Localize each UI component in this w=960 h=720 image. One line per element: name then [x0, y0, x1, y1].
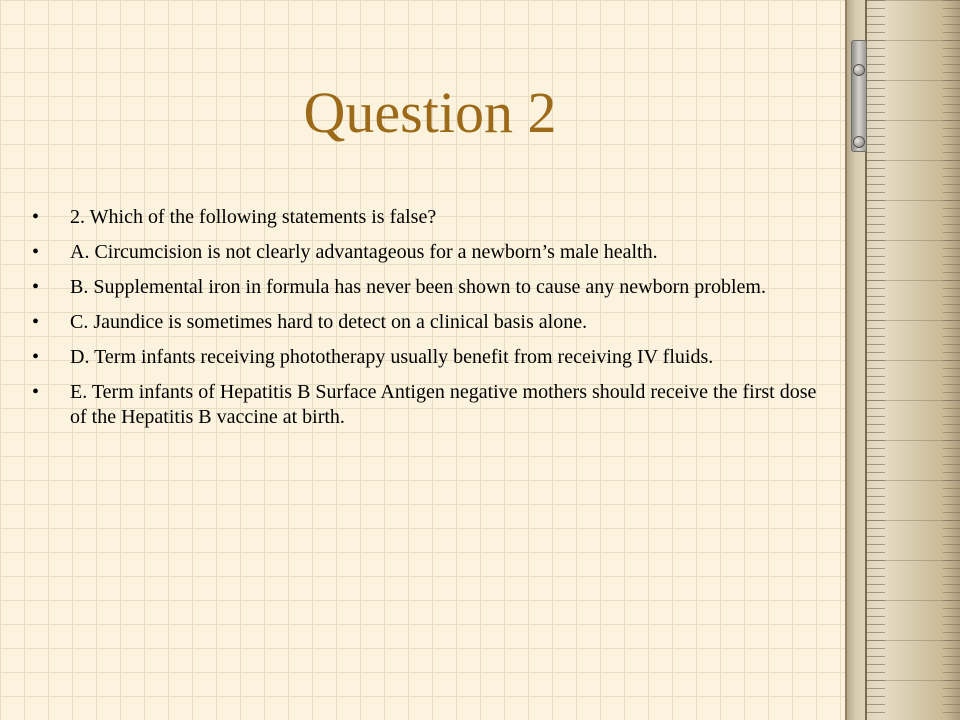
- bullet-text: B. Supplemental iron in formula has never been shown to cause any newborn problem.: [70, 276, 766, 298]
- bullet-icon: •: [32, 381, 40, 403]
- bullet-icon: •: [32, 206, 40, 228]
- bullet-item-option-c: [30, 310, 830, 335]
- bullet-text: A. Circumcision is not clearly advantageous for a newborn’s male health.: [70, 241, 658, 263]
- bullet-text: 2. Which of the following statements is false?: [70, 206, 437, 228]
- bullet-text: D. Term infants receiving phototherapy usually benefit from receiving IV fluids.: [70, 346, 714, 368]
- ruler-minor-ticks-left: [867, 0, 885, 720]
- ruler-decoration-icon: [845, 0, 960, 720]
- bullet-text: C. Jaundice is sometimes hard to detect on a clinical basis alone.: [70, 311, 588, 333]
- bullet-icon: •: [32, 346, 40, 368]
- bullet-text: E. Term infants of Hepatitis B Surface Antigen negative mothers should receive the first dose of the Hepatitis B vaccine at birth.: [70, 381, 817, 428]
- bullet-item-question: [30, 205, 830, 230]
- screw-icon: [853, 136, 865, 148]
- bullet-icon: •: [32, 241, 40, 263]
- bullet-icon: •: [32, 311, 40, 333]
- bullet-icon: •: [32, 276, 40, 298]
- ruler-minor-ticks-right: [943, 0, 960, 720]
- slide-title: Question 2: [303, 80, 557, 145]
- bullet-item-option-a: [30, 240, 830, 265]
- bullet-list: [30, 205, 830, 440]
- bullet-item-option-e: [30, 380, 830, 430]
- bullet-item-option-b: [30, 275, 830, 300]
- screw-icon: [853, 64, 865, 76]
- bullet-item-option-d: [30, 345, 830, 370]
